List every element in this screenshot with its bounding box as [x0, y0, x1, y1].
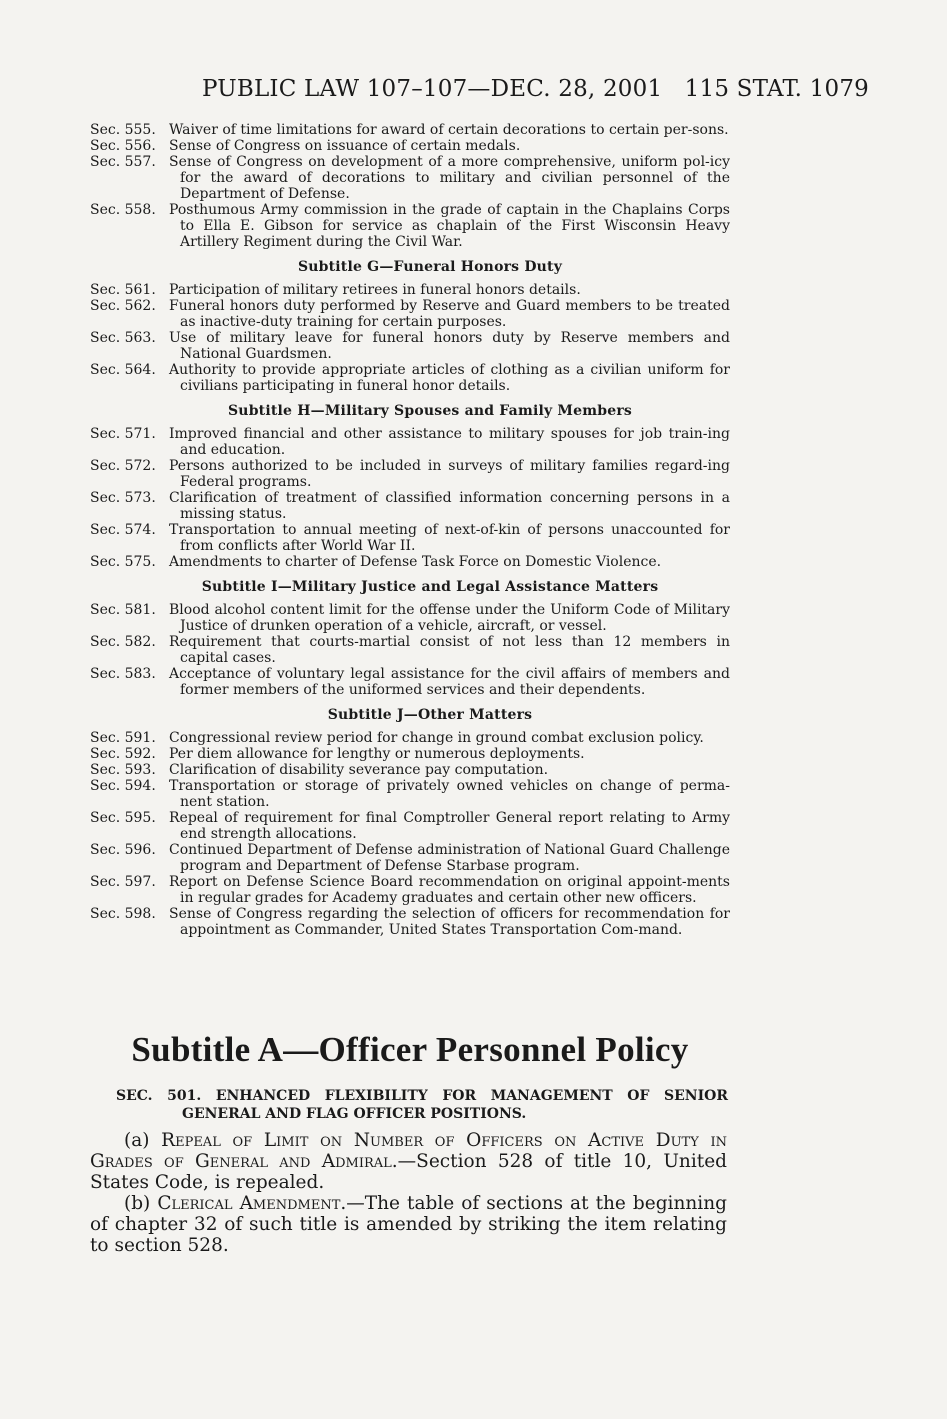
toc-section-number: Sec. 562.: [90, 298, 156, 314]
toc-section-title: Waiver of time limitations for award of certain decorations to certain per-sons.: [169, 122, 729, 138]
paragraph-b-label: (b): [124, 1193, 158, 1214]
paragraph-b-text: —The table of sections at the beginning of chapter 32 of such title is amended by striking the item relating to section 528.: [90, 1193, 727, 1256]
table-of-sections: [90, 122, 730, 938]
toc-section-title: Acceptance of voluntary legal assistance for the civil affairs of members and former members of the uniformed services and their dependents.: [169, 666, 730, 698]
toc-section-title: Use of military leave for funeral honors duty by Reserve members and National Guardsmen.: [169, 330, 730, 362]
paragraph-a-label: (a): [124, 1130, 162, 1151]
toc-section-number: Sec. 573.: [90, 490, 156, 506]
toc-entry: [90, 762, 730, 778]
toc-entry: [90, 282, 730, 298]
toc-section-number: Sec. 598.: [90, 906, 156, 922]
toc-section-number: Sec. 583.: [90, 666, 156, 682]
toc-section-number: Sec. 558.: [90, 202, 156, 218]
public-law-citation: PUBLIC LAW 107–107—DEC. 28, 2001: [202, 76, 663, 102]
toc-section-title: Report on Defense Science Board recommendation on original appoint-ments in regular grades for Academy graduates and certain other new officers.: [169, 874, 730, 906]
toc-entry: [90, 426, 730, 458]
toc-section-number: Sec. 575.: [90, 554, 156, 570]
toc-section-number: Sec. 564.: [90, 362, 156, 378]
toc-section-number: Sec. 593.: [90, 762, 156, 778]
toc-section-number: Sec. 561.: [90, 282, 156, 298]
toc-section-title: Posthumous Army commission in the grade of captain in the Chaplains Corps to Ella E. Gibson for service as chaplain of the First Wisconsin Heavy Artillery Regiment during the Civil War.: [169, 202, 730, 250]
toc-section-number: Sec. 597.: [90, 874, 156, 890]
toc-section-number: Sec. 596.: [90, 842, 156, 858]
subtitle-heading: Subtitle A—Officer Personnel Policy: [131, 1030, 689, 1069]
toc-section-title: Clarification of disability severance pay computation.: [169, 762, 549, 778]
toc-group-g: [90, 282, 730, 394]
toc-section-number: Sec. 594.: [90, 778, 156, 794]
toc-entry: [90, 554, 730, 570]
toc-section-title: Transportation to annual meeting of next-of-kin of persons unaccounted for from conflicts after World War II.: [169, 522, 730, 554]
toc-section-title: Sense of Congress regarding the selection of officers for recommendation for appointment as Commander, United States Transportation Com-mand.: [169, 906, 730, 938]
toc-section-title: Sense of Congress on issuance of certain medals.: [169, 138, 521, 154]
toc-section-number: Sec. 581.: [90, 602, 156, 618]
toc-group-h: [90, 426, 730, 570]
section-heading-line-2: GENERAL AND FLAG OFFICER POSITIONS.: [182, 1106, 527, 1122]
toc-section-title: Amendments to charter of Defense Task Force on Domestic Violence.: [169, 554, 662, 570]
toc-entry: [90, 730, 730, 746]
toc-entry: [90, 362, 730, 394]
paragraph-a-caption: Repeal of Limit on Number of Officers on Active Duty in Grades of General and Admiral.: [90, 1130, 727, 1172]
toc-section-title: Persons authorized to be included in surveys of military families regard-ing Federal programs.: [169, 458, 730, 490]
toc-section-title: Participation of military retirees in funeral honors details.: [169, 282, 581, 298]
toc-entry: [90, 602, 730, 634]
toc-section-number: Sec. 592.: [90, 746, 156, 762]
toc-section-number: Sec. 555.: [90, 122, 156, 138]
toc-section-number: Sec. 556.: [90, 138, 156, 154]
toc-entry: [90, 810, 730, 842]
toc-entry: [90, 154, 730, 202]
toc-entry: [90, 138, 730, 154]
paragraph-b: [90, 1193, 727, 1256]
toc-section-number: Sec. 582.: [90, 634, 156, 650]
paragraph-b-caption: Clerical Amendment.: [157, 1193, 347, 1214]
toc-entry: [90, 298, 730, 330]
toc-section-title: Congressional review period for change in ground combat exclusion policy.: [169, 730, 704, 746]
toc-entry: [90, 666, 730, 698]
statute-page-number: 115 STAT. 1079: [684, 76, 869, 102]
toc-section-title: Requirement that courts-martial consist of not less than 12 members in capital cases.: [169, 634, 730, 666]
toc-entry: [90, 202, 730, 250]
toc-subtitle-i: Subtitle I—Military Justice and Legal Assistance Matters: [201, 579, 659, 595]
toc-section-title: Authority to provide appropriate articles of clothing as a civilian uniform for civilians participating in funeral honor details.: [169, 362, 730, 394]
section-heading-line-1: SEC. 501. ENHANCED FLEXIBILITY FOR MANAGEMENT OF SENIOR: [116, 1088, 728, 1104]
toc-section-number: Sec. 557.: [90, 154, 156, 170]
paragraph-a-text: —Section 528 of title 10, United States Code, is repealed.: [90, 1151, 727, 1193]
toc-entry: [90, 634, 730, 666]
toc-entry: [90, 906, 730, 938]
toc-section-title: Clarification of treatment of classified information concerning persons in a missing status.: [169, 490, 730, 522]
toc-group-j: [90, 730, 730, 938]
toc-section-number: Sec. 563.: [90, 330, 156, 346]
toc-entry: [90, 122, 730, 138]
toc-entry: [90, 458, 730, 490]
toc-entry: [90, 490, 730, 522]
toc-subtitle-j: Subtitle J—Other Matters: [327, 707, 533, 723]
toc-section-number: Sec. 571.: [90, 426, 156, 442]
toc-section-title: Improved financial and other assistance to military spouses for job train-ing and education.: [169, 426, 730, 458]
toc-section-number: Sec. 595.: [90, 810, 156, 826]
toc-entry: [90, 746, 730, 762]
toc-section-title: Repeal of requirement for final Comptroller General report relating to Army end strength allocations.: [169, 810, 730, 842]
toc-group-1: [90, 122, 730, 250]
paragraph-a: [90, 1130, 727, 1193]
toc-section-number: Sec. 591.: [90, 730, 156, 746]
toc-entry: [90, 842, 730, 874]
section-heading: [116, 1087, 728, 1123]
toc-entry: [90, 330, 730, 362]
toc-section-title: Per diem allowance for lengthy or numerous deployments.: [169, 746, 585, 762]
toc-subtitle-h: Subtitle H—Military Spouses and Family Members: [228, 403, 632, 419]
toc-section-title: Blood alcohol content limit for the offense under the Uniform Code of Military Justice of drunken operation of a vehicle, aircraft, or vessel.: [169, 602, 730, 634]
toc-section-number: Sec. 574.: [90, 522, 156, 538]
running-header: [0, 72, 947, 108]
toc-entry: [90, 778, 730, 810]
toc-section-number: Sec. 572.: [90, 458, 156, 474]
toc-entry: [90, 874, 730, 906]
toc-group-i: [90, 602, 730, 698]
toc-subtitle-g: Subtitle G—Funeral Honors Duty: [297, 259, 563, 275]
toc-section-title: Funeral honors duty performed by Reserve and Guard members to be treated as inactive-duty training for certain purposes.: [169, 298, 730, 330]
toc-section-title: Transportation or storage of privately owned vehicles on change of perma-nent station.: [169, 778, 730, 810]
toc-section-title: Continued Department of Defense administration of National Guard Challenge program and Department of Defense Starbase program.: [169, 842, 730, 874]
section-body: [90, 1130, 727, 1256]
toc-entry: [90, 522, 730, 554]
toc-section-title: Sense of Congress on development of a more comprehensive, uniform pol-icy for the award of decorations to military and civilian personnel of the Department of Defense.: [169, 154, 730, 202]
